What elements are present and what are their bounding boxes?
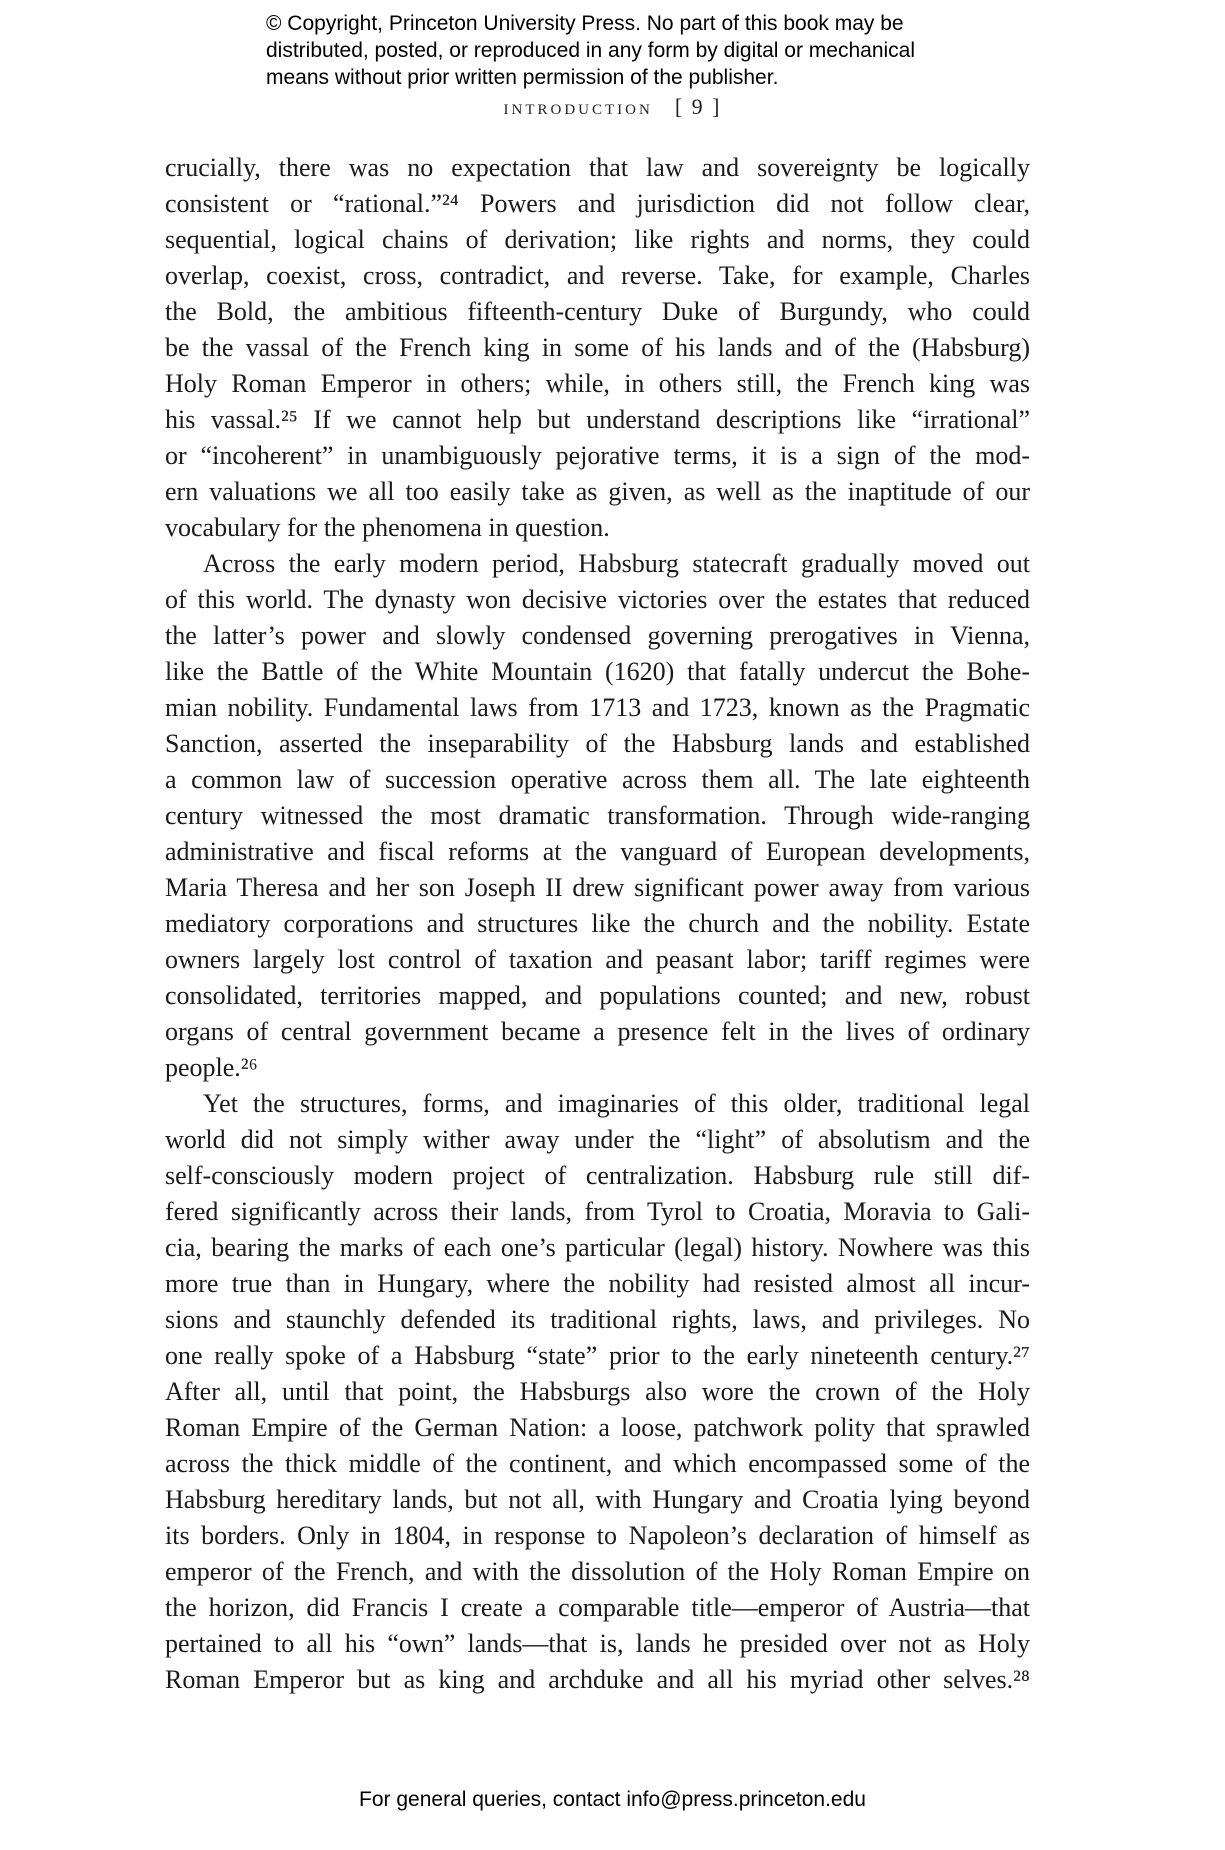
text-line: Holy Roman Emperor in others; while, in others still, the French king was: [165, 369, 1030, 398]
text-line: century witnessed the most dramatic transformation. Through wide-ranging: [165, 801, 1030, 830]
text-line: consistent or “rational.”²⁴ Powers and jurisdiction did not follow clear,: [165, 189, 1030, 218]
text-line: emperor of the French, and with the dissolution of the Holy Roman Empire on: [165, 1557, 1030, 1586]
copyright-notice: [266, 10, 1026, 91]
copyright-line: distributed, posted, or reproduced in any form by digital or mechanical: [266, 39, 916, 62]
text-line: like the Battle of the White Mountain (1620) that fatally undercut the Bohe-: [165, 657, 1030, 686]
text-line: the latter’s power and slowly condensed governing prerogatives in Vienna,: [165, 621, 1030, 650]
text-line: fered significantly across their lands, from Tyrol to Croatia, Moravia to Gali-: [165, 1197, 1030, 1226]
text-line: Maria Theresa and her son Joseph II drew significant power away from various: [165, 873, 1030, 902]
text-line: of this world. The dynasty won decisive victories over the estates that reduced: [165, 585, 1030, 614]
text-line: ern valuations we all too easily take as given, as well as the inaptitude of our: [165, 477, 1030, 506]
text-line: across the thick middle of the continent, and which encompassed some of the: [165, 1449, 1030, 1478]
text-line: the horizon, did Francis I create a comparable title—emperor of Austria—that: [165, 1593, 1030, 1622]
text-line: mian nobility. Fundamental laws from 1713 and 1723, known as the Pragmatic: [165, 693, 1030, 722]
text-line: Sanction, asserted the inseparability of the Habsburg lands and established: [165, 729, 1030, 758]
text-line: sions and staunchly defended its traditional rights, laws, and privileges. No: [165, 1305, 1030, 1334]
text-line: overlap, coexist, cross, contradict, and reverse. Take, for example, Charles: [165, 261, 1030, 290]
text-line: world did not simply wither away under the “light” of absolutism and the: [165, 1125, 1030, 1154]
text-line: mediatory corporations and structures like the church and the nobility. Estate: [165, 909, 1030, 938]
text-line: vocabulary for the phenomena in question.: [165, 513, 610, 542]
text-line: its borders. Only in 1804, in response to Napoleon’s declaration of himself as: [165, 1521, 1030, 1550]
text-line: more true than in Hungary, where the nobility had resisted almost all incur-: [165, 1269, 1030, 1298]
text-line: one really spoke of a Habsburg “state” prior to the early nineteenth century.²⁷: [165, 1341, 1030, 1370]
text-line: a common law of succession operative across them all. The late eighteenth: [165, 765, 1030, 794]
text-line: people.²⁶: [165, 1053, 258, 1082]
text-line: administrative and fiscal reforms at the vanguard of European developments,: [165, 837, 1030, 866]
running-head: [0, 94, 1225, 120]
body-text: [165, 150, 1030, 1698]
text-line: Habsburg hereditary lands, but not all, with Hungary and Croatia lying beyond: [165, 1485, 1030, 1514]
text-line: Yet the structures, forms, and imaginaries of this older, traditional legal: [203, 1089, 1030, 1118]
text-line: the Bold, the ambitious fifteenth-century Duke of Burgundy, who could: [165, 297, 1030, 326]
text-line: owners largely lost control of taxation and peasant labor; tariff regimes were: [165, 945, 1030, 974]
copyright-line: means without prior written permission of the publisher.: [266, 66, 779, 89]
text-line: cia, bearing the marks of each one’s particular (legal) history. Nowhere was this: [165, 1233, 1030, 1262]
text-line: consolidated, territories mapped, and populations counted; and new, robust: [165, 981, 1030, 1010]
text-line: sequential, logical chains of derivation; like rights and norms, they could: [165, 225, 1030, 254]
text-line: organs of central government became a presence felt in the lives of ordinary: [165, 1017, 1030, 1046]
page-number: [ 9 ]: [674, 94, 722, 119]
text-line: his vassal.²⁵ If we cannot help but understand descriptions like “irrational”: [165, 405, 1030, 434]
text-line: crucially, there was no expectation that law and sovereignty be logically: [165, 153, 1030, 182]
text-line: or “incoherent” in unambiguously pejorative terms, it is a sign of the mod-: [165, 441, 1030, 470]
text-line: self-consciously modern project of centralization. Habsburg rule still dif-: [165, 1161, 1030, 1190]
text-line: After all, until that point, the Habsburgs also wore the crown of the Holy: [165, 1377, 1030, 1406]
footer-contact: For general queries, contact info@press.princeton.edu: [359, 1788, 866, 1811]
text-line: Roman Emperor but as king and archduke and all his myriad other selves.²⁸: [165, 1665, 1030, 1694]
text-line: be the vassal of the French king in some of his lands and of the (Habsburg): [165, 333, 1030, 362]
running-head-section: introduction: [503, 94, 653, 119]
text-line: Roman Empire of the German Nation: a loose, patchwork polity that sprawled: [165, 1413, 1030, 1442]
copyright-line: © Copyright, Princeton University Press. No part of this book may be: [266, 12, 904, 35]
text-line: pertained to all his “own” lands—that is, lands he presided over not as Holy: [165, 1629, 1030, 1658]
text-line: Across the early modern period, Habsburg statecraft gradually moved out: [203, 549, 1030, 578]
